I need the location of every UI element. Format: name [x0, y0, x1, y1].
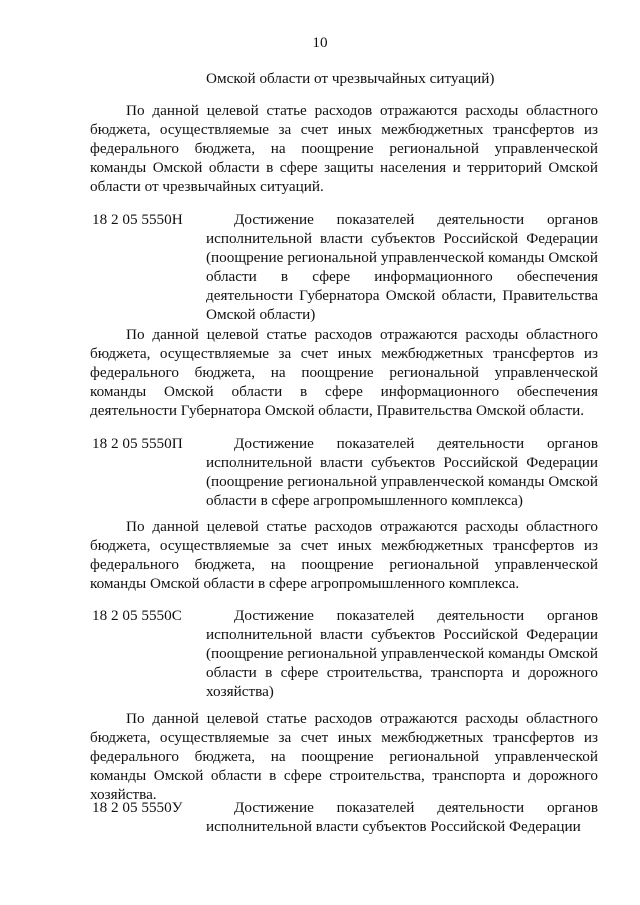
description-paragraph: По данной целевой статье расходов отражаются расходы областного бюджета, осуществляемые за счет иных межбюджетных трансфертов из федерального бюджета, на поощрение региональной управленческой команды Омской области в сфере агропромышленного комплекса. [90, 518, 598, 592]
page-number: 10 [312, 34, 328, 51]
description-paragraph: По данной целевой статье расходов отражаются расходы областного бюджета, осуществляемые за счет иных межбюджетных трансфертов из федерального бюджета, на поощрение региональной управленческой команды Омской области в сфере строительства, транспорта и дорожного хозяйства. [90, 710, 598, 803]
entry-title: Достижение показателей деятельности органов исполнительной власти субъектов Российской Федерации (поощрение региональной управленческой команды Омской области в сфере строительства, транспорта и дорожного хозяйства) [206, 607, 598, 700]
entry-title: Достижение показателей деятельности органов исполнительной власти субъектов Российской Федерации [206, 799, 598, 835]
budget-code: 18 2 05 5550У [92, 799, 183, 816]
budget-code: 18 2 05 5550С [92, 607, 182, 624]
budget-code: 18 2 05 5550Н [92, 211, 183, 228]
entry-title: Достижение показателей деятельности органов исполнительной власти субъектов Российской Федерации (поощрение региональной управленческой команды Омской области в сфере агропромышленного комплекса) [206, 435, 598, 509]
description-paragraph: По данной целевой статье расходов отражаются расходы областного бюджета, осуществляемые за счет иных межбюджетных трансфертов из федерального бюджета, на поощрение региональной управленческой команды Омской области в сфере информационного обеспечения деятельности Губернатора Омской области, Правительства Омской области. [90, 326, 598, 419]
budget-code: 18 2 05 5550П [92, 435, 183, 452]
entry-title: Достижение показателей деятельности органов исполнительной власти субъектов Российской Федерации (поощрение региональной управленческой команды Омской области в сфере информационного обеспечения деятельности Губернатора Омской области, Правительства Омской области) [206, 211, 598, 323]
description-paragraph: По данной целевой статье расходов отражаются расходы областного бюджета, осуществляемые за счет иных межбюджетных трансфертов из федерального бюджета, на поощрение региональной управленческой команды Омской области в сфере защиты населения и территорий Омской области от чрезвычайных ситуаций. [90, 102, 598, 195]
continued-entry-title: Омской области от чрезвычайных ситуаций) [206, 70, 495, 87]
